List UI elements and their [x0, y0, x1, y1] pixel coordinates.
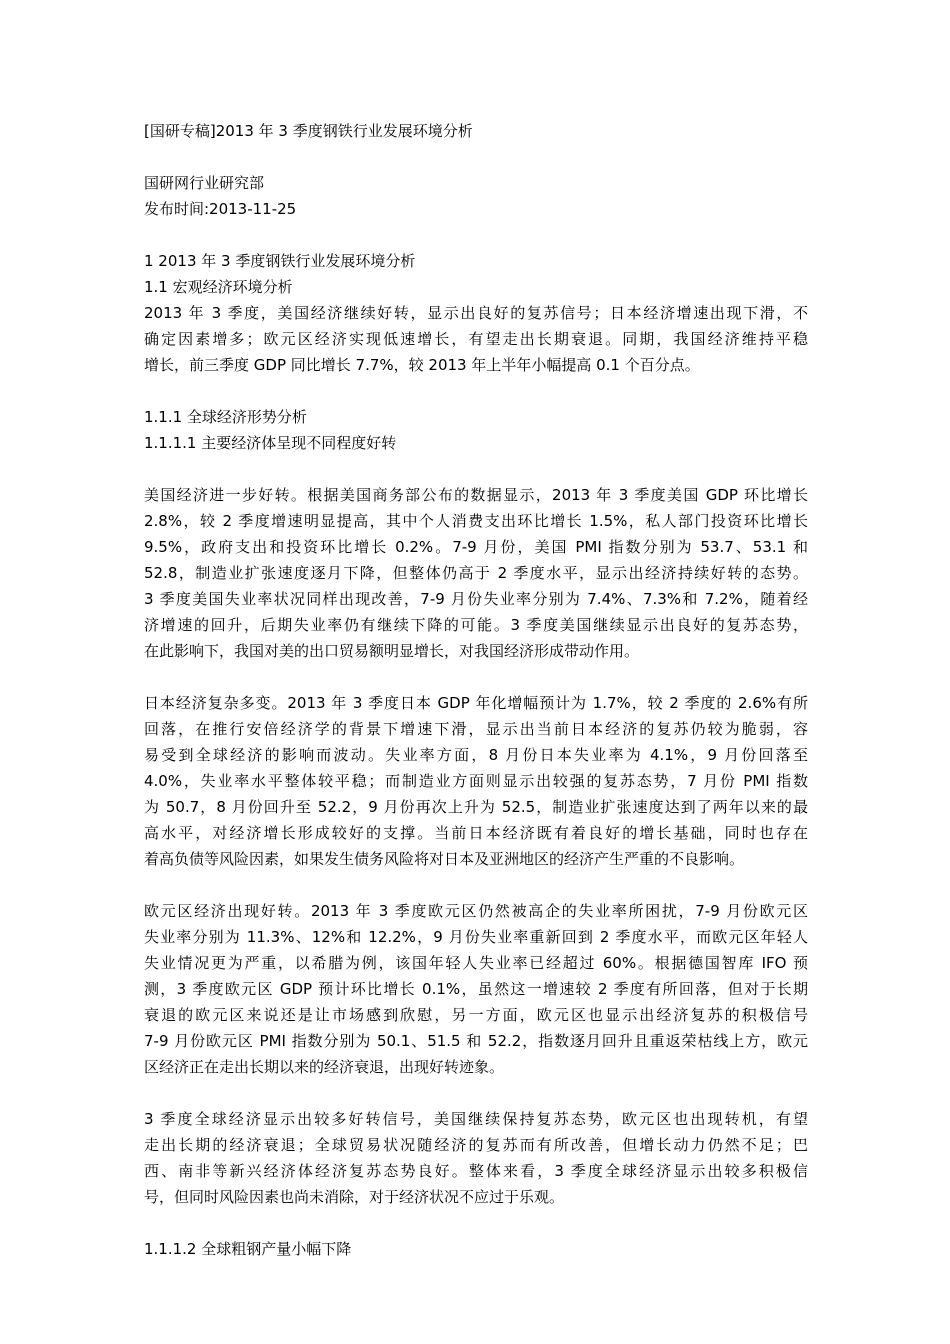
paragraph-line: 增长，前三季度 GDP 同比增长 7.7%，较 2013 年上半年小幅提高 0.1 个百分点。 — [144, 356, 700, 374]
heading-section-1-1-1-1: 1.1.1.1 主要经济体呈现不同程度好转 — [144, 434, 397, 452]
paragraph-line: 高水平，对经济增长形成较好的支撑。当前日本经济既有着良好的增长基础，同时也存在 — [144, 824, 808, 842]
paragraph-line: 在此影响下，我国对美的出口贸易额明显增长，对我国经济形成带动作用。 — [144, 642, 640, 660]
paragraph-line: 回落，在推行安倍经济学的背景下增速下滑，显示出当前日本经济的复苏仍较为脆弱，容 — [144, 720, 808, 738]
spacer — [144, 144, 808, 170]
paragraph-line: 衰退的欧元区来说还是让市场感到欣慰，另一方面，欧元区也显示出经济复苏的积极信号 — [144, 1006, 808, 1024]
spacer — [144, 664, 808, 690]
author-line: 国研网行业研究部 — [144, 174, 265, 192]
spacer — [144, 222, 808, 248]
paragraph-line: 失业率分别为 11.3%、12%和 12.2%，9 月份失业率重新回到 2 季度水平，而欧元区年轻人 — [144, 928, 808, 946]
paragraph-line: 为 50.7，8 月份回升至 52.2，9 月份再次上升为 52.5，制造业扩张速度达到了两年以来的最 — [144, 798, 808, 816]
paragraph-japan-economy — [144, 690, 808, 872]
paragraph-line: 2013 年 3 季度，美国经济继续好转，显示出良好的复苏信号；日本经济增速出现下滑，不 — [144, 304, 808, 322]
paragraph-euro-economy — [144, 898, 808, 1080]
heading-section-1: 1 2013 年 3 季度钢铁行业发展环境分析 — [144, 252, 416, 270]
paragraph-line: 美国经济进一步好转。根据美国商务部公布的数据显示，2013 年 3 季度美国 GDP 环比增长 — [144, 486, 808, 504]
paragraph-line: 济增速的回升，后期失业率仍有继续下降的可能。3 季度美国继续显示出良好的复苏态势， — [144, 616, 808, 634]
spacer — [144, 456, 808, 482]
paragraph-line: 欧元区经济出现好转。2013 年 3 季度欧元区仍然被高企的失业率所困扰，7-9 月份欧元区 — [144, 902, 808, 920]
paragraph-line: 走出长期的经济衰退；全球贸易状况随经济的复苏而有所改善，但增长动力仍然不足；巴 — [144, 1136, 808, 1154]
paragraph-line: 2.8%，较 2 季度增速明显提高，其中个人消费支出环比增长 1.5%，私人部门投资环比增长 — [144, 512, 808, 530]
publish-time: 发布时间:2013-11-25 — [144, 200, 297, 218]
paragraph-line: 号，但同时风险因素也尚未消除，对于经济状况不应过于乐观。 — [144, 1188, 565, 1206]
paragraph-line: 易受到全球经济的影响而波动。失业率方面，8 月份日本失业率为 4.1%，9 月份回落至 — [144, 746, 808, 764]
heading-section-1-1-1: 1.1.1 全球经济形势分析 — [144, 408, 307, 426]
paragraph-line: 3 季度全球经济显示出较多好转信号，美国继续保持复苏态势，欧元区也出现转机，有望 — [144, 1110, 808, 1128]
paragraph-us-economy — [144, 482, 808, 664]
paragraph-line: 日本经济复杂多变。2013 年 3 季度日本 GDP 年化增幅预计为 1.7%，较 2 季度的 2.6%有所 — [144, 694, 808, 712]
paragraph-line: 9.5%，政府支出和投资环比增长 0.2%。7-9 月份，美国 PMI 指数分别为 53.7、53.1 和 — [144, 538, 808, 556]
spacer — [144, 1210, 808, 1236]
paragraph-intro — [144, 300, 808, 378]
paragraph-line: 失业情况更为严重，以希腊为例，该国年轻人失业率已经超过 60%。根据德国智库 IFO 预 — [144, 954, 808, 972]
paragraph-line: 测，3 季度欧元区 GDP 预计环比增长 0.1%，虽然这一增速较 2 季度有所回落，但对于长期 — [144, 980, 808, 998]
paragraph-line: 着高负债等风险因素，如果发生债务风险将对日本及亚洲地区的经济产生严重的不良影响。 — [144, 850, 745, 868]
spacer — [144, 1080, 808, 1106]
heading-section-1-1-1-2: 1.1.1.2 全球粗钢产量小幅下降 — [144, 1240, 352, 1258]
paragraph-line: 区经济正在走出长期以来的经济衰退，出现好转迹象。 — [144, 1058, 505, 1076]
paragraph-line: 52.8，制造业扩张速度逐月下降，但整体仍高于 2 季度水平，显示出经济持续好转的态势。 — [144, 564, 808, 582]
document-page — [144, 118, 808, 1262]
paragraph-line: 7-9 月份欧元区 PMI 指数分别为 50.1、51.5 和 52.2，指数逐月回升且重返荣枯线上方，欧元 — [144, 1032, 808, 1050]
spacer — [144, 378, 808, 404]
paragraph-line: 3 季度美国失业率状况同样出现改善，7-9 月份失业率分别为 7.4%、7.3%和 7.2%，随着经 — [144, 590, 808, 608]
paragraph-line: 西、南非等新兴经济体经济复苏态势良好。整体来看，3 季度全球经济显示出较多积极信 — [144, 1162, 808, 1180]
paragraph-line: 确定因素增多；欧元区经济实现低速增长，有望走出长期衰退。同期，我国经济维持平稳 — [144, 330, 808, 348]
heading-section-1-1: 1.1 宏观经济环境分析 — [144, 278, 293, 296]
paragraph-line: 4.0%，失业率水平整体较平稳；而制造业方面则显示出较强的复苏态势，7 月份 PMI 指数 — [144, 772, 808, 790]
paragraph-global-summary — [144, 1106, 808, 1210]
spacer — [144, 872, 808, 898]
document-title: [国研专稿]2013 年 3 季度钢铁行业发展环境分析 — [144, 122, 473, 140]
